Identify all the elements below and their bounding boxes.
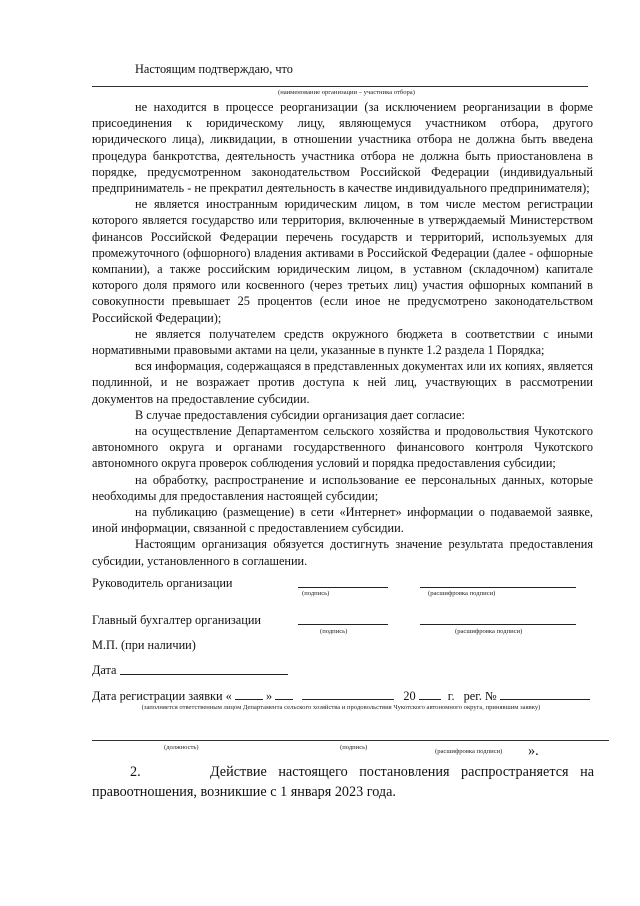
registration-day-field[interactable] bbox=[235, 689, 263, 700]
registration-number-field[interactable] bbox=[500, 689, 590, 700]
head-label: Руководитель организации bbox=[92, 576, 233, 590]
paragraph-obligation: Настоящим организация обязуется достигнуть значение результата предоставления субсидии, установленного в соглашении. bbox=[92, 537, 593, 568]
seal-label: М.П. (при наличии) bbox=[92, 638, 196, 652]
registration-month-field-a[interactable] bbox=[275, 689, 293, 700]
registration-row bbox=[92, 688, 590, 704]
responsible-signature-caption: (подпись) bbox=[340, 744, 368, 751]
paragraph-consent-internet: на публикацию (размещение) в сети «Интернет» информации о подаваемой заявке, иной информации, связанной с предоставлением субсидии. bbox=[92, 505, 593, 536]
registration-date-label: Дата регистрации заявки « bbox=[92, 689, 232, 703]
responsible-decode-caption: (расшифровка подписи) bbox=[435, 748, 503, 755]
item-2-text: Действие настоящего постановления распространяется на правоотношения, возникшие с 1 января 2023 года. bbox=[92, 764, 594, 800]
accountant-decode-line[interactable] bbox=[420, 624, 576, 625]
paragraph-consent-personal-data: на обработку, распространение и использование ее персональных данных, которые необходимы для предоставления настоящей субсидии; bbox=[92, 472, 593, 503]
paragraph-consent-control: на осуществление Департаментом сельского хозяйства и продовольствия Чукотского автономного округа и органами государственного финансового контроля Чукотского автономного округа проверок соблюдения условий и порядка предоставления субсидии; bbox=[92, 424, 593, 471]
intro-text: Настоящим подтверждаю, что bbox=[135, 62, 293, 76]
head-decode-caption: (расшифровка подписи) bbox=[428, 590, 496, 597]
registration-year-prefix: 20 bbox=[403, 689, 416, 703]
org-name-line bbox=[92, 86, 588, 87]
paragraph-consent-intro: В случае предоставления субсидии организация дает согласие: bbox=[135, 407, 465, 422]
accountant-signature-caption: (подпись) bbox=[320, 628, 348, 635]
date-label: Дата bbox=[92, 663, 117, 677]
item-2 bbox=[92, 762, 594, 802]
paragraph-reorganization: не находится в процессе реорганизации (за исключением реорганизации в форме присоединения к юридическому лицу, являющемуся участником отбора, другого юридического лица), ликвидации, в отношении участника отбора не должна быть введена процедура банкротства, деятельность участника отбора не должна быть приостановлена в порядке, предусмотренном законодательством Российской Федерации (индивидуальный предприниматель - не прекратил деятельность в качестве индивидуального предпринимателя); bbox=[92, 100, 593, 196]
registration-month-field[interactable] bbox=[302, 689, 394, 700]
closing-quote: ». bbox=[528, 743, 539, 759]
head-signature-caption: (подпись) bbox=[302, 590, 330, 597]
registration-number-label: рег. № bbox=[463, 689, 497, 703]
date-line[interactable] bbox=[120, 674, 288, 675]
paragraph-budget-recipient: не является получателем средств окружного бюджета в соответствии с иными нормативными правовыми актами на цели, указанные в пункте 1.2 раздела 1 Порядка; bbox=[92, 326, 593, 358]
paragraph-foreign-entity: не является иностранным юридическим лицом, в том числе местом регистрации которого является государство или территория, включенные в утверждаемый Министерством финансов Российской Федерации перечень государств и территорий, используемых для промежуточного (офшорного) владения активами в Российской Федерации (далее - офшорные компании), а также российским юридическим лицом, в уставном (складочном) капитале которого доля прямого или косвенного (через третьих лиц) участия офшорных компаний в совокупности превышает 25 процентов (если иное не предусмотрено законодательством Российской Федерации); bbox=[92, 197, 593, 325]
registration-quote-close: » bbox=[265, 689, 273, 703]
item-2-number: 2. bbox=[130, 764, 141, 780]
registration-year-field[interactable] bbox=[419, 689, 441, 700]
org-name-caption: (наименование организации – участника отбора) bbox=[278, 89, 415, 96]
paragraph-information: вся информация, содержащаяся в представленных документах или их копиях, является подлинной, и не возражает против доступа к ней лиц, участвующих в рассмотрении документов на предоставление субсидии. bbox=[92, 359, 593, 406]
accountant-signature-line[interactable] bbox=[298, 624, 388, 625]
position-caption: (должность) bbox=[164, 744, 199, 751]
accountant-decode-caption: (расшифровка подписи) bbox=[455, 628, 523, 635]
head-decode-line[interactable] bbox=[420, 587, 576, 588]
accountant-label: Главный бухгалтер организации bbox=[92, 613, 261, 627]
conditions-block bbox=[92, 99, 593, 569]
registration-year-suffix: г. bbox=[447, 689, 455, 703]
registration-note: (заполняется ответственным лицом Департамента сельского хозяйства и продовольствия Чукотского автономного округа, принявшим заявку) bbox=[141, 704, 541, 711]
head-signature-line[interactable] bbox=[298, 587, 388, 588]
